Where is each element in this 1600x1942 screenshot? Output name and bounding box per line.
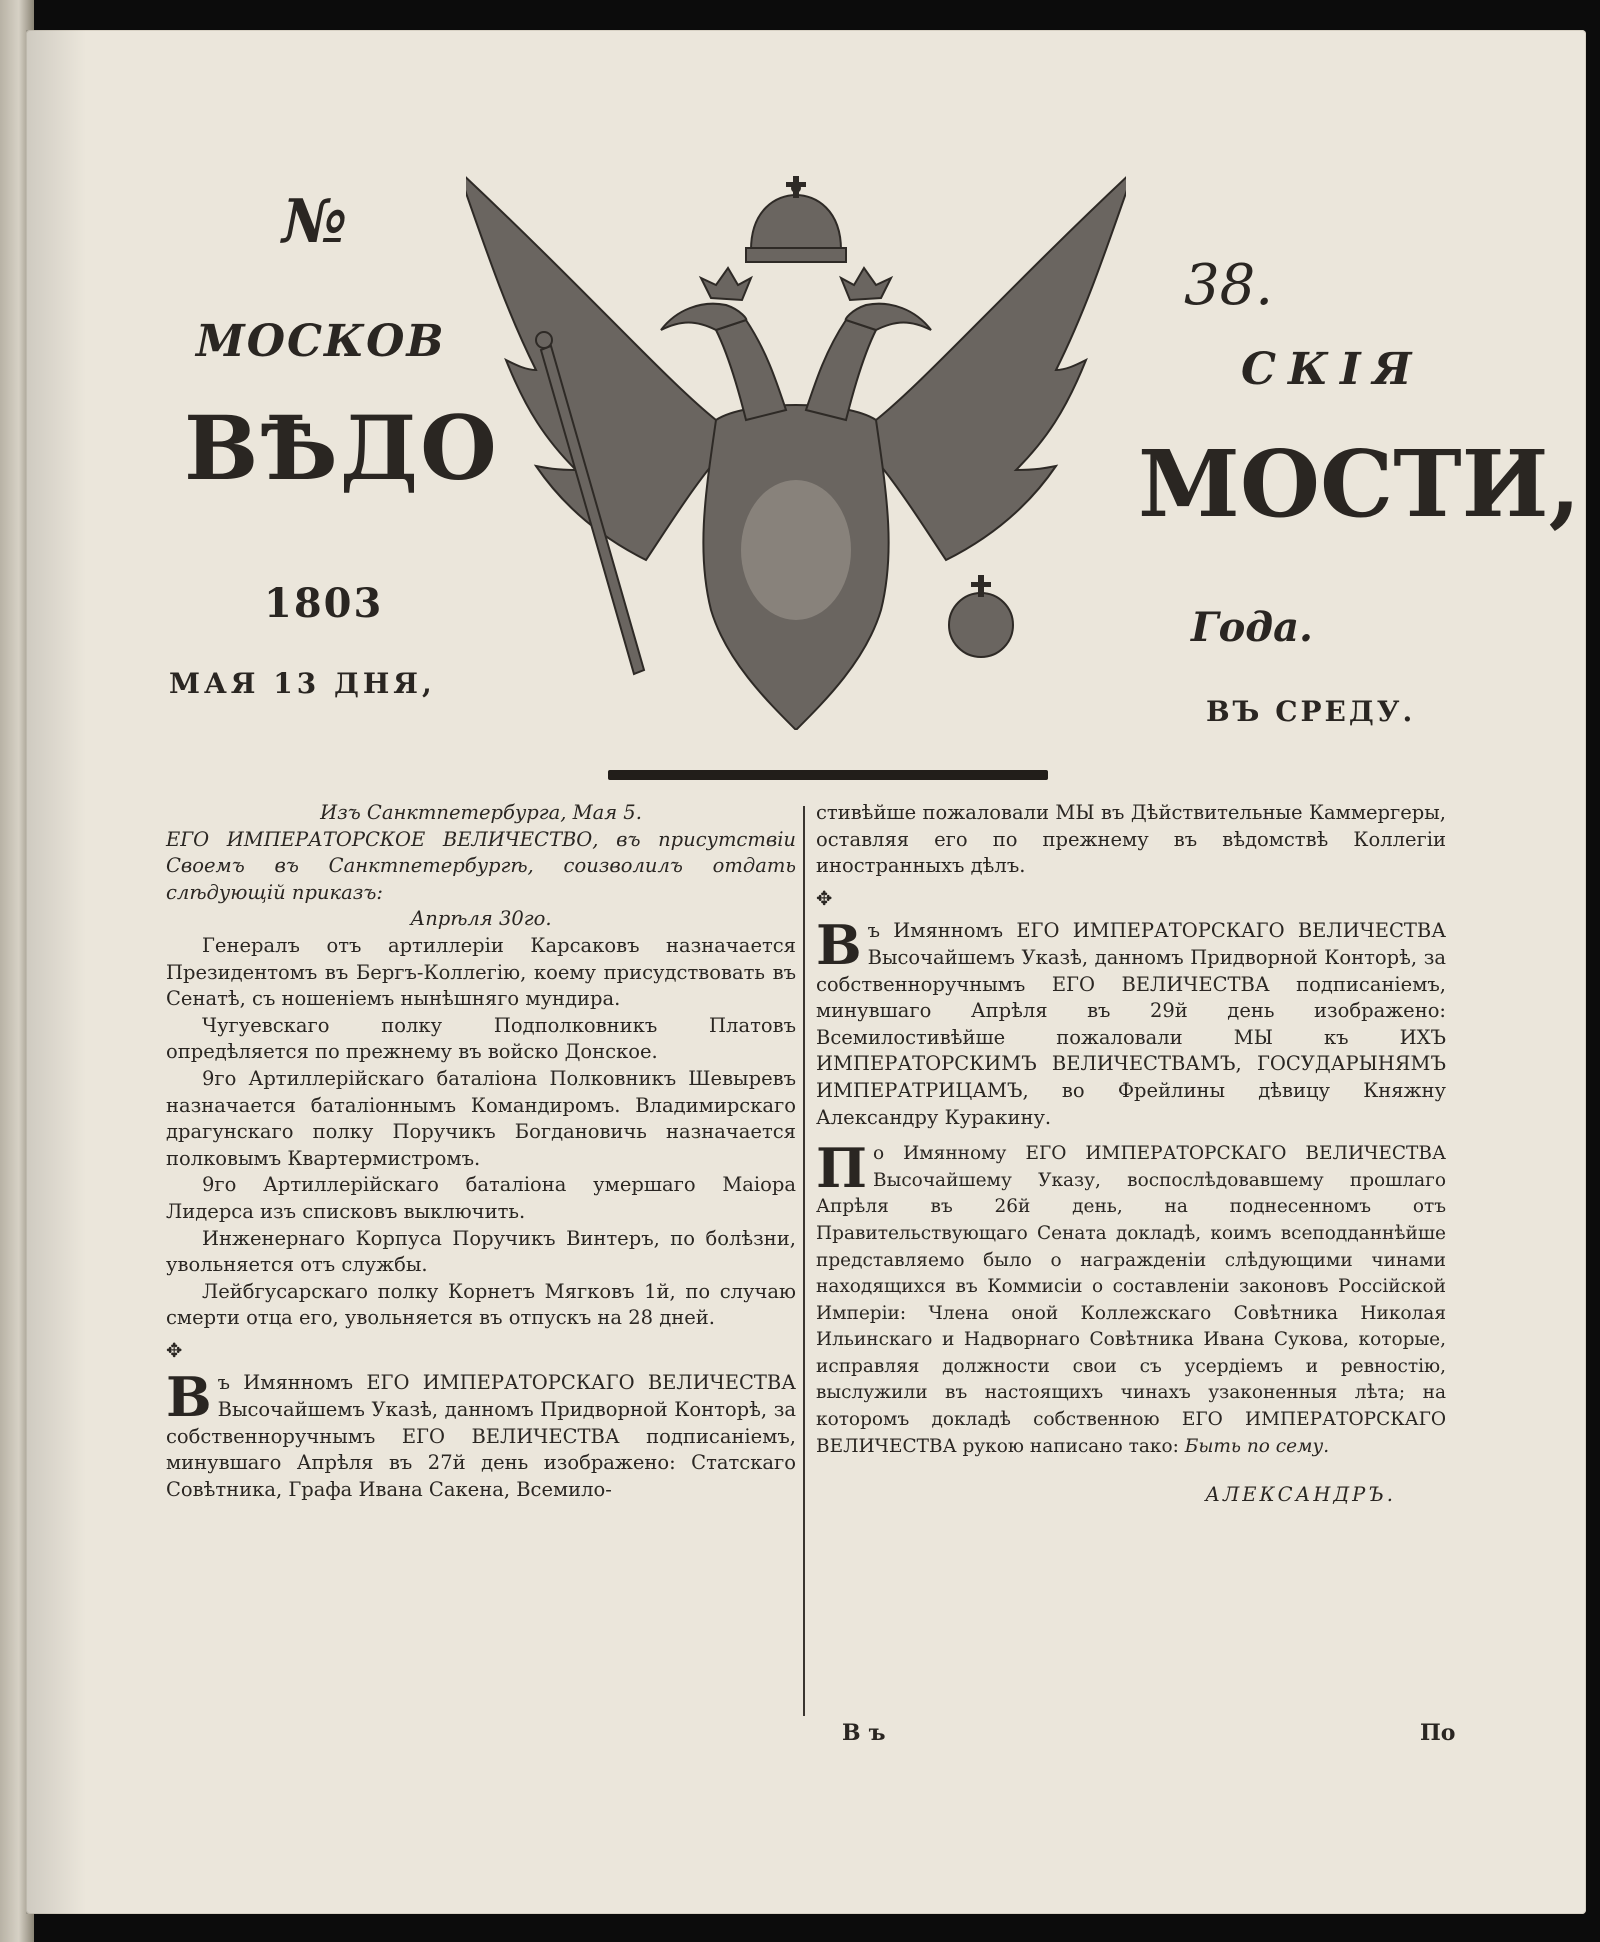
- signature: АЛЕКСАНДРЪ.: [1205, 1483, 1396, 1507]
- catchword-right: По: [1420, 1720, 1456, 1746]
- continuation-paragraph: стивѣйше пожаловали МЫ въ Дѣйствительные Каммергеры, оставляя его по прежнему въ вѣдомствѣ Коллегіи иностранныхъ дѣлъ.: [816, 801, 1446, 878]
- dateline: Изъ Санктпетербурга, Мая 5.: [320, 801, 642, 824]
- right-column: [816, 800, 1446, 1509]
- issue-number-label: №: [282, 187, 350, 257]
- left-column: [166, 800, 796, 1503]
- article-paragraph: 9го Артиллерійскаго баталіона Полковникъ Шевыревъ назначается баталіоннымъ Командиромъ. Владимирскаго драгунскаго полку Поручикъ Богдановичь назначается полковымъ Квартермистромъ.: [166, 1066, 796, 1170]
- issue-date: МАЯ 13 ДНЯ,: [169, 667, 436, 700]
- issue-year: 1803: [264, 580, 384, 627]
- year-word: Года.: [1191, 604, 1313, 651]
- order-date: Апрѣля 30го.: [410, 907, 552, 931]
- article-paragraph: Генералъ отъ артиллеріи Карсаковъ назначается Президентомъ въ Бергъ-Коллегію, коему присудствовать въ Сенатѣ, съ ношеніемъ нынѣшняго мундира.: [166, 933, 796, 1011]
- issue-weekday: ВЪ СРЕДУ.: [1206, 695, 1416, 728]
- decree-paragraph: [816, 1136, 1446, 1460]
- title-main-left: ВѢДО: [184, 396, 499, 500]
- masthead-rule: [608, 770, 1048, 780]
- drop-cap: П: [816, 1136, 867, 1201]
- newspaper-page: [26, 30, 1586, 1914]
- decree-text: ъ Имянномъ ЕГО ИМПЕРАТОРСКАГО ВЕЛИЧЕСТВА Высочайшемъ Указѣ, данномъ Придворной Конторѣ, за собственноручнымъ ЕГО ВЕЛИЧЕСТВА подписаніемъ, минувшаго Апрѣля въ 27й день изображено: Статскаго Совѣтника, Графа Ивана Сакена, Всемило-: [166, 1371, 796, 1501]
- catchword-left: Въ: [842, 1720, 894, 1746]
- column-divider: [803, 806, 805, 1716]
- article-paragraph: Инженернаго Корпуса Поручикъ Винтеръ, по болѣзни, увольняется отъ службы.: [166, 1226, 796, 1277]
- decree-text: ъ Имянномъ ЕГО ИМПЕРАТОРСКАГО ВЕЛИЧЕСТВА Высочайшемъ Указѣ, данномъ Придворной Конторѣ, за собственноручнымъ ЕГО ВЕЛИЧЕСТВА подписаніемъ, минувшаго Апрѣля въ 29й день изображено: Всемилостивѣйше пожаловали МЫ къ ИХЪ ИМПЕРАТОРСКИМЪ ВЕЛИЧЕСТВАМЪ, ГОСУДАРЫНЯМЪ ИМПЕРАТРИЦАМЪ, во Фрейлины дѣвицу Княжну Александру Куракину.: [816, 919, 1446, 1129]
- decree-paragraph: [166, 1365, 796, 1503]
- ornament-icon: ✥: [816, 886, 833, 910]
- article-paragraph: 9го Артиллерійскаго баталіона умершаго Маіора Лидерса изъ списковъ выключить.: [166, 1173, 796, 1223]
- article-paragraph: Лейбгусарскаго полку Корнетъ Мягковъ 1й, по случаю смерти отца его, увольняется въ отпускъ на 28 дней.: [166, 1279, 796, 1330]
- decree-paragraph: [816, 913, 1446, 1131]
- drop-cap: В: [816, 913, 862, 978]
- title-top-left: МОСКОВ: [196, 316, 446, 367]
- drop-cap: В: [166, 1365, 212, 1430]
- double-headed-eagle-icon: [466, 170, 1126, 730]
- decree-resolution: Быть по сему.: [1184, 1435, 1330, 1457]
- decree-text: о Имянному ЕГО ИМПЕРАТОРСКАГО ВЕЛИЧЕСТВА Высочайшему Указу, воспослѣдовавшему прошлаго Апрѣля въ 26й день, на поднесенномъ отъ Правительствующаго Сената докладѣ, коимъ всеподданнѣйше представляемо было о награжденіи слѣдующими чинами находящихся въ Коммисіи о составленіи законовъ Россійской Имперіи: Члена оной Коллежскаго Совѣтника Николая Ильинскаго и Надворнаго Совѣтника Ивана Сукова, которые, исправляя должности свои съ усердіемъ и ревностію, выслужили въ настоящихъ чинахъ узаконенныя лѣта; на которомъ докладѣ собственною ЕГО ИМПЕРАТОРСКАГО ВЕЛИЧЕСТВА рукою написано тако:: [816, 1143, 1446, 1457]
- issue-number: 38.: [1184, 253, 1274, 318]
- intro-paragraph: ЕГО ИМПЕРАТОРСКОЕ ВЕЛИЧЕСТВО, въ присутствіи Своемъ въ Санктпетербургѣ, соизволилъ отдать слѣдующій приказъ:: [166, 827, 796, 904]
- ornament-icon: ✥: [166, 1338, 183, 1362]
- title-top-right: СКІЯ: [1241, 344, 1424, 395]
- article-paragraph: Чугуевскаго полку Подполковникъ Платовъ опредѣляется по прежнему въ войско Донское.: [166, 1013, 796, 1064]
- title-main-right: МОСТИ,: [1138, 430, 1581, 538]
